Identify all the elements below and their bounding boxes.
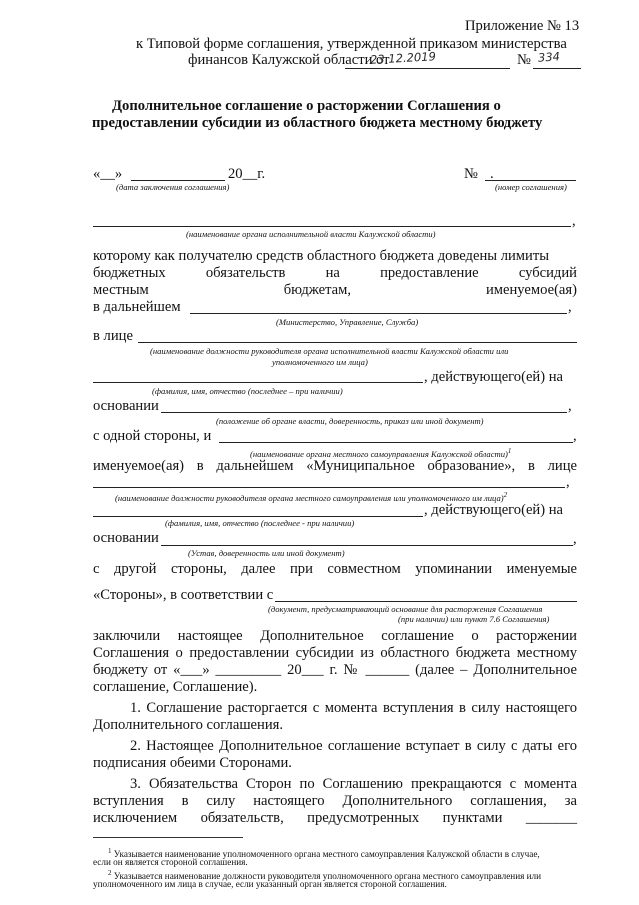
doc-caption-1: (документ, предусматривающий основание для расторжения Соглашения — [268, 604, 543, 614]
basis-line-1 — [161, 412, 567, 413]
ministry-comma: , — [568, 299, 572, 315]
item-1-line-1: 1. Соглашение расторгается с момента вступления в силу настоящего — [130, 700, 577, 716]
word: упоминании — [415, 561, 493, 577]
p1-line-2 — [93, 265, 577, 282]
word: субсидий — [518, 265, 577, 281]
word: с — [93, 561, 100, 577]
local-head-comma: , — [566, 474, 570, 490]
authority-line — [93, 226, 571, 227]
word: на — [325, 265, 340, 281]
fio-line-1 — [93, 382, 423, 383]
ministry-line — [190, 313, 567, 314]
concluded-line-2: Соглашения о предоставлении субсидии из областного бюджета местному — [93, 645, 577, 661]
basis-caption-1: (положение об органе власти, доверенность, приказ или иной документ) — [216, 416, 484, 426]
title-line-1: Дополнительное соглашение о расторжении Соглашения о — [112, 98, 501, 114]
p1-line-4: в дальнейшем — [93, 299, 181, 315]
p1-line-3 — [93, 282, 577, 299]
local-head-caption-text: (наименование должности руководителя органа местного самоуправления или уполномоченного им лица) — [115, 492, 504, 503]
parties-accordance: «Стороны», в соответствии с — [93, 587, 274, 603]
item-3-line-2 — [93, 793, 577, 810]
doc-caption-2: (при наличии) или пункт 7.6 Соглашения) — [398, 614, 550, 624]
word: предоставление — [380, 265, 479, 281]
head-caption-2: уполномоченного им лица) — [272, 357, 368, 367]
basis-document-line — [275, 601, 577, 602]
basis-line-2 — [161, 545, 573, 546]
other-side-line — [93, 561, 577, 578]
word: силу — [206, 793, 236, 809]
word: далее — [241, 561, 276, 577]
local-head-line — [93, 487, 565, 488]
word: при — [289, 561, 313, 577]
word: предусмотренных — [307, 810, 420, 826]
agreement-number-value: . — [490, 166, 494, 182]
fio-caption-2: (фамилия, имя, отчество (последнее - при наличии) — [165, 518, 355, 528]
order-date-line — [345, 68, 510, 69]
agreement-number-caption: (номер соглашения) — [495, 182, 567, 192]
word: бюджетам, — [283, 282, 352, 298]
word: настоящего — [253, 793, 325, 809]
fio-caption-1: (фамилия, имя, отчество (последнее – при наличии) — [152, 386, 343, 396]
basis-label-2: основании — [93, 530, 159, 546]
word: вступления — [93, 793, 164, 809]
date-day: «__» — [93, 166, 123, 182]
appendix-number: Приложение № 13 — [465, 18, 580, 34]
fio-line-2 — [93, 516, 423, 517]
one-side-label: с одной стороны, и — [93, 428, 212, 444]
in-person-label: в лице — [93, 328, 133, 344]
basis-label-1: основании — [93, 398, 159, 414]
handwritten-date: 23.12.2019 — [369, 49, 437, 67]
acting-2: , действующего(ей) на — [424, 502, 564, 518]
word: именуемое(ая) — [485, 282, 577, 298]
word: за — [564, 793, 577, 809]
word: именуемые — [506, 561, 577, 577]
item-3-line-1: 3. Обязательства Сторон по Соглашению прекращаются с момента — [130, 776, 577, 792]
appendix-reference: к Типовой форме соглашения, утвержденной приказом министерства — [136, 36, 567, 52]
p1-line-1: которому как получателю средств областного бюджета доведены лимиты — [93, 248, 550, 264]
head-position-line — [138, 342, 577, 343]
footnote-1-text: Указывается наименование уполномоченного органа местного самоуправления Калужской области в случае, — [113, 849, 540, 860]
municipal-line: именуемое(ая) в дальнейшем «Муниципальное образование», в лице — [93, 458, 577, 474]
word: соглашения, — [470, 793, 547, 809]
item-2-line-1: 2. Настоящее Дополнительное соглашение вступает в силу с даты его — [130, 738, 577, 754]
title-line-2: предоставлении субсидии из областного бюджета местному бюджету — [92, 115, 543, 131]
authority-comma: , — [572, 213, 576, 229]
date-caption: (дата заключения соглашения) — [116, 182, 230, 192]
footnote-ref-2: 2 — [503, 491, 508, 499]
word: бюджетных — [93, 265, 166, 281]
word: обязательств — [205, 265, 286, 281]
date-year: 20__г. — [228, 166, 266, 182]
basis-comma-2: , — [573, 531, 577, 547]
order-number-sign: № — [517, 52, 531, 68]
word: Дополнительного — [342, 793, 453, 809]
footnote-2-mark: 2 — [108, 869, 112, 877]
head-caption-1: (наименование должности руководителя органа исполнительной власти Калужской области или — [150, 346, 509, 356]
date-month-line — [131, 180, 225, 181]
ministry-caption: (Министерство, Управление, Служба) — [276, 317, 419, 327]
local-caption-text: (наименование органа местного самоуправления Калужской области) — [250, 448, 508, 459]
footnote-1-mark: 1 — [108, 847, 112, 855]
word: пунктами — [442, 810, 503, 826]
item-2-line-2: подписания обеими Сторонами. — [93, 755, 292, 771]
item-3-line-3 — [93, 810, 577, 827]
concluded-line-3: бюджету от «___» _________ 20___ г. № ______ (далее – Дополнительное — [93, 662, 577, 678]
word: совместном — [327, 561, 401, 577]
word: стороны, — [170, 561, 227, 577]
agreement-number-line — [485, 180, 576, 181]
footnote-ref-1: 1 — [507, 447, 512, 455]
handwritten-number: 334 — [537, 49, 561, 65]
basis-comma-1: , — [568, 398, 572, 414]
word: _______ — [525, 810, 577, 826]
concluded-line-1: заключили настоящее Дополнительное соглашение о расторжении — [93, 628, 577, 644]
local-authority-comma: , — [573, 428, 577, 444]
local-authority-line — [219, 442, 573, 443]
basis-caption-2: (Устав, доверенность или иной документ) — [188, 548, 345, 558]
item-1-line-2: Дополнительного соглашения. — [93, 717, 284, 733]
footnote-2-text: Указывается наименование должности руководителя уполномоченного органа местного самоуправления или — [113, 871, 542, 882]
word: другой — [113, 561, 157, 577]
local-head-caption — [115, 490, 507, 503]
order-number-line — [533, 68, 581, 69]
footnote-2-cont: уполномоченного им лица в случае, если указанный орган является стороной соглашения. — [93, 879, 447, 889]
concluded-line-4: соглашение, Соглашение). — [93, 679, 258, 695]
word: в — [181, 793, 189, 809]
word: обязательств, — [200, 810, 284, 826]
authority-caption: (наименование органа исполнительной власти Калужской области) — [186, 229, 436, 239]
footnote-1-cont: если он является стороной соглашения. — [93, 857, 248, 867]
agreement-number-sign: № — [464, 166, 478, 182]
acting-1: , действующего(ей) на — [424, 369, 564, 385]
footnote-separator — [93, 837, 243, 838]
appendix-reference-cont: финансов Калужской области от — [188, 52, 390, 68]
word: местным — [93, 282, 149, 298]
word: исключением — [93, 810, 178, 826]
local-caption — [250, 446, 511, 459]
